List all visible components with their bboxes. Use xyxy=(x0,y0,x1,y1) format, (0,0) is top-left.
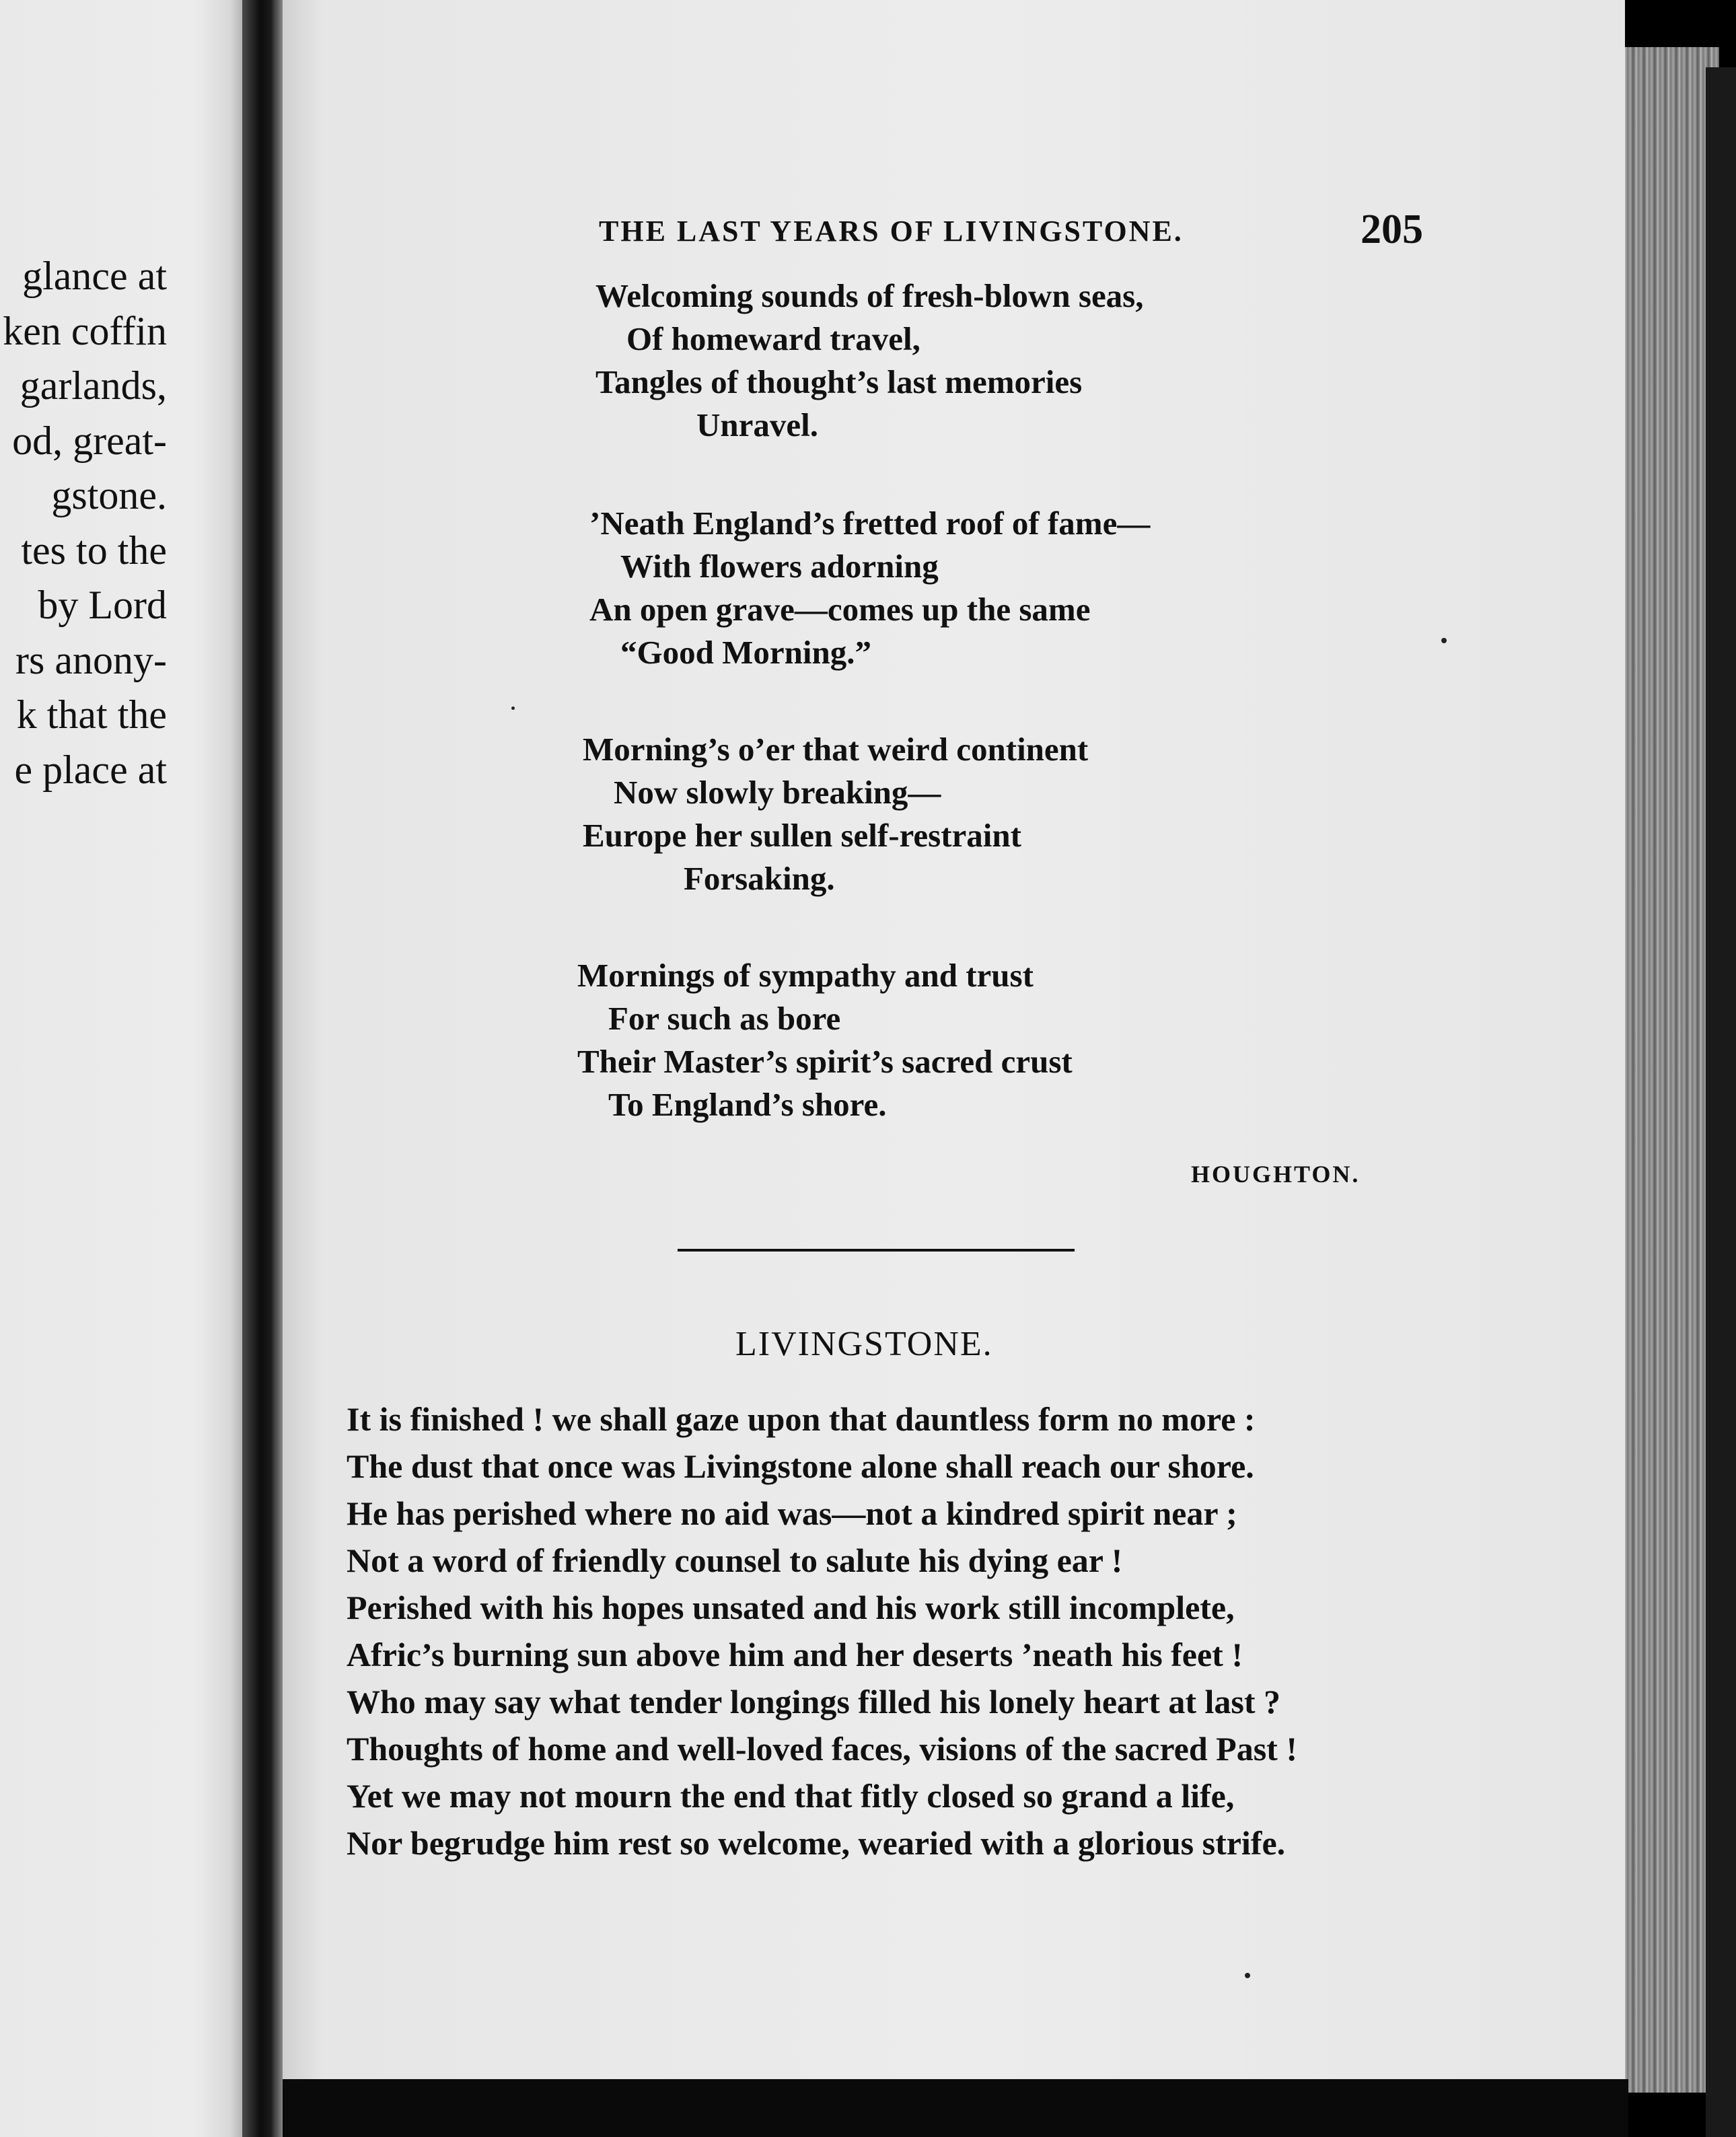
section-divider xyxy=(678,1249,1075,1252)
bottom-shadow xyxy=(283,2079,1628,2137)
poem-stanza-1 xyxy=(595,275,1144,447)
left-line: by Lord xyxy=(38,583,167,627)
verse-line: With flowers adorning xyxy=(620,548,939,585)
verse-line: For such as bore xyxy=(608,1000,841,1037)
poem-stanza-3 xyxy=(583,728,1088,900)
verse-line: Now slowly breaking— xyxy=(614,774,941,811)
poem-livingstone xyxy=(347,1396,1297,1867)
poem-attribution: HOUGHTON. xyxy=(1191,1161,1361,1188)
book-gutter xyxy=(242,0,283,2137)
left-line: tes to the xyxy=(21,528,167,573)
verse-line: Unravel. xyxy=(696,406,818,443)
verse-line: Not a word of friendly counsel to salute his dying ear ! xyxy=(347,1542,1123,1579)
poem-title: LIVINGSTONE. xyxy=(735,1325,993,1363)
verse-line: Who may say what tender longings filled his lonely heart at last ? xyxy=(347,1683,1281,1721)
verse-line: Morning’s o’er that weird continent xyxy=(583,731,1089,768)
left-line: gstone. xyxy=(51,473,167,517)
page-number: 205 xyxy=(1361,207,1423,252)
verse-line: Nor begrudge him rest so welcome, wearied with a glorious strife. xyxy=(347,1824,1286,1862)
verse-line: Thoughts of home and well-loved faces, visions of the sacred Past ! xyxy=(347,1730,1297,1768)
verse-line: Yet we may not mourn the end that fitly closed so grand a life, xyxy=(347,1777,1235,1815)
verse-line: Perished with his hopes unsated and his work still incomplete, xyxy=(347,1589,1235,1626)
verse-line: It is finished ! we shall gaze upon that dauntless form no more : xyxy=(347,1400,1256,1438)
verse-line: Tangles of thought’s last memories xyxy=(595,363,1083,400)
verse-line: The dust that once was Livingstone alone shall reach our shore. xyxy=(347,1447,1254,1485)
verse-line: Their Master’s spirit’s sacred crust xyxy=(577,1043,1073,1080)
poem-stanza-4 xyxy=(577,954,1073,1126)
verse-line: He has perished where no aid was—not a kindred spirit near ; xyxy=(347,1494,1237,1532)
left-line: ken coffin xyxy=(3,308,167,353)
left-page-fragment xyxy=(0,0,242,2137)
left-line: e place at xyxy=(14,747,167,792)
verse-line: “Good Morning.” xyxy=(620,634,871,671)
poem-stanza-2 xyxy=(589,502,1150,674)
paper-speck xyxy=(511,707,515,710)
verse-line: Welcoming sounds of fresh-blown seas, xyxy=(595,277,1144,314)
verse-line: ’Neath England’s fretted roof of fame— xyxy=(589,505,1151,542)
verse-line: Mornings of sympathy and trust xyxy=(577,957,1034,994)
verse-line: Europe her sullen self-restraint xyxy=(583,817,1021,854)
page-edge-stack xyxy=(1625,47,1719,2093)
verse-line: Forsaking. xyxy=(684,860,835,897)
left-line: garlands, xyxy=(20,363,167,408)
page-edge-shadow xyxy=(1706,67,1736,2137)
verse-line: To England’s shore. xyxy=(608,1086,887,1123)
paper-speck xyxy=(1245,1973,1250,1978)
left-line: rs anony- xyxy=(15,637,167,682)
left-page-text xyxy=(3,249,167,797)
left-line: glance at xyxy=(22,254,167,298)
left-line: od, great- xyxy=(12,418,167,463)
verse-line: Of homeward travel, xyxy=(626,320,920,357)
verse-line: An open grave—comes up the same xyxy=(589,591,1091,628)
verse-line: Afric’s burning sun above him and her deserts ’neath his feet ! xyxy=(347,1636,1243,1673)
left-line: k that the xyxy=(16,692,167,737)
running-head: THE LAST YEARS OF LIVINGSTONE. xyxy=(599,215,1184,248)
paper-speck xyxy=(1441,638,1447,643)
